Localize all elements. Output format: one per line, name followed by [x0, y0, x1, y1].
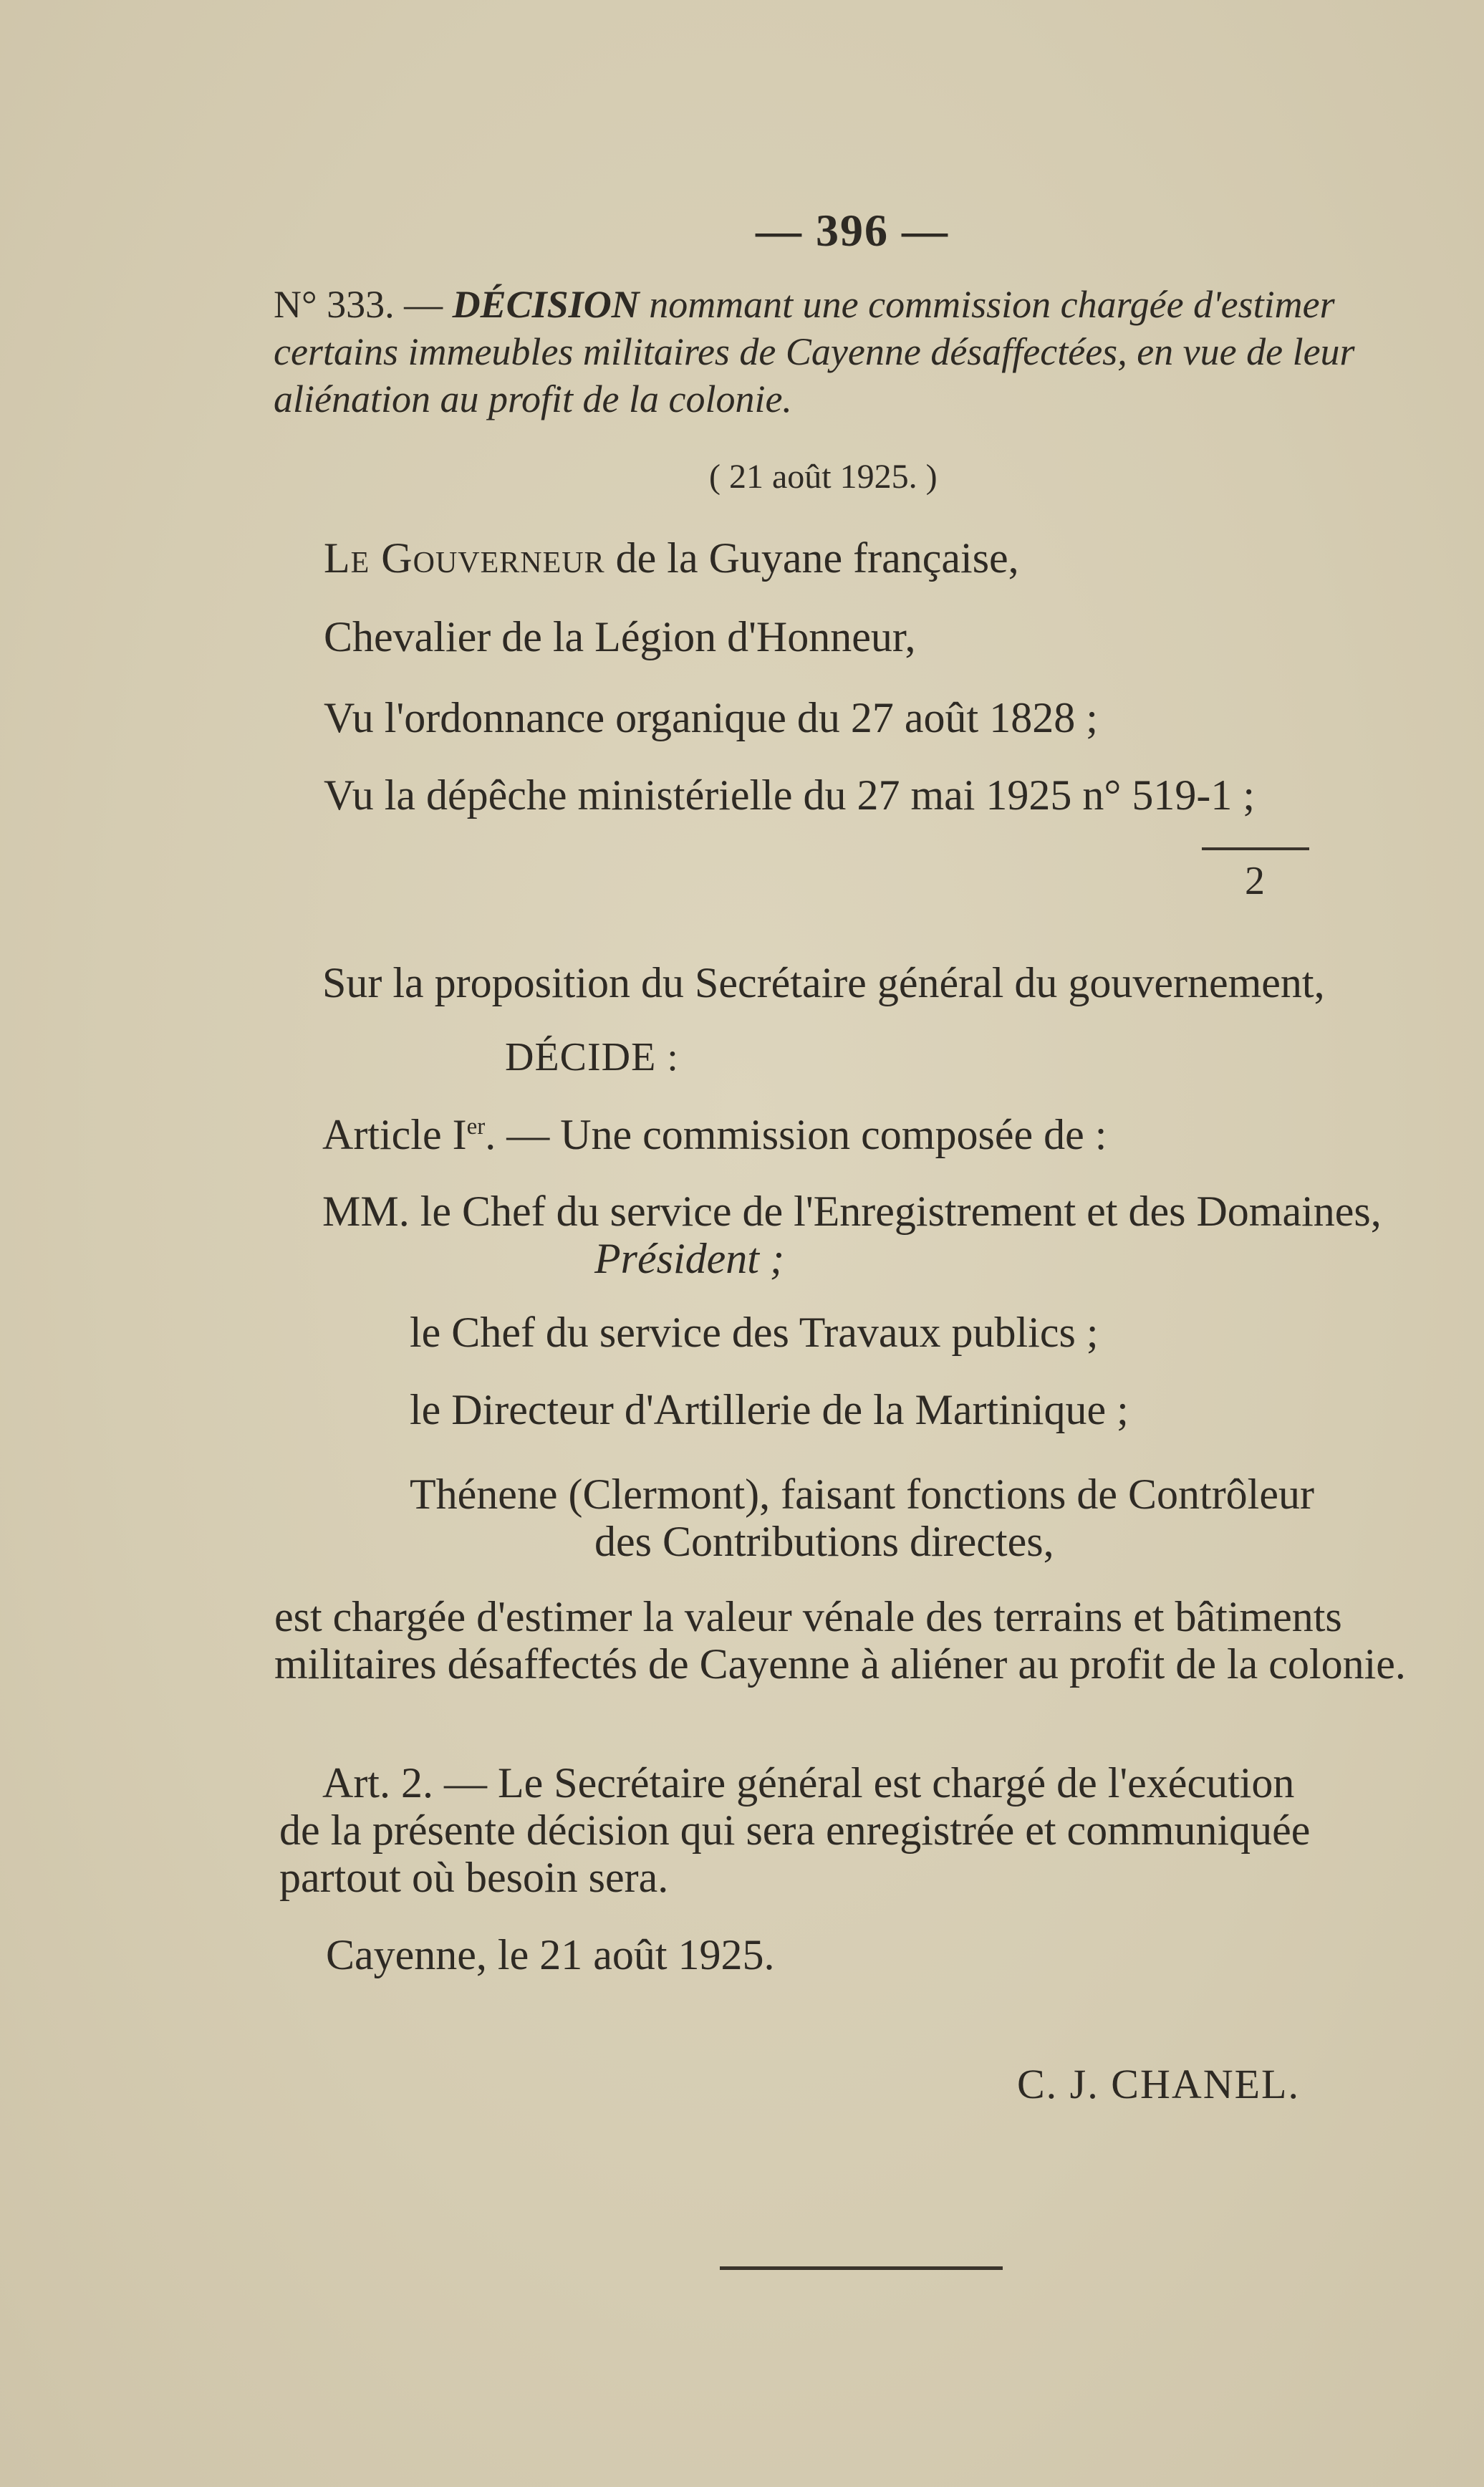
decide-label: DÉCIDE : [505, 1035, 679, 1079]
article-1-text: . — Une commission composée de : [485, 1111, 1107, 1158]
end-rule [720, 2266, 1003, 2270]
article-1-heading [322, 1110, 1107, 1160]
vu-depeche: Vu la dépêche ministérielle du 27 mai 1925 n° 519-1 ; [324, 771, 1256, 819]
article-1-label: Article I [322, 1111, 467, 1158]
governor-territory: de la Guyane française, [604, 534, 1019, 582]
article-1-sup: er [466, 1114, 486, 1140]
member-4: Thénene (Clermont), faisant fonctions de Contrôleur [410, 1471, 1314, 1518]
signature: C. J. CHANEL. [1017, 2061, 1300, 2107]
article-1-purpose: est chargée d'estimer la valeur vénale des terrains et bâtiments militaires désaffectés de Cayenne à aliéner au profit de la colonie. [274, 1593, 1406, 1688]
member-1-role: Président ; [594, 1235, 784, 1282]
article-2-rest: de la présente décision qui sera enregistrée et communiquée partout où besoin sera. [279, 1807, 1311, 1901]
decision-title: DÉCISION [452, 283, 640, 326]
governor-title: Le Gouverneur [324, 534, 605, 582]
decision-heading [274, 281, 1434, 423]
page-number: — 396 — [756, 205, 949, 256]
decision-date: ( 21 août 1925. ) [709, 458, 938, 496]
article-2-first-line: Art. 2. — Le Secrétaire général est chargé de l'exécution [322, 1759, 1295, 1807]
proposition-line: Sur la proposition du Secrétaire général du gouvernement, [322, 959, 1325, 1006]
vu-ordonnance: Vu l'ordonnance organique du 27 août 1828 ; [324, 694, 1098, 741]
member-2: le Chef du service des Travaux publics ; [410, 1309, 1099, 1356]
place-date: Cayenne, le 21 août 1925. [326, 1931, 775, 1978]
fraction-rule [1202, 847, 1309, 850]
fraction-denominator: 2 [1245, 859, 1265, 903]
decision-subject: nommant une commission chargée d'estimer certains immeubles militaires de Cayenne désaffectées, en vue de leur aliénation au profit de la colonie. [274, 283, 1355, 420]
member-1: MM. le Chef du service de l'Enregistrement et des Domaines, [322, 1188, 1382, 1235]
chevalier-line: Chevalier de la Légion d'Honneur, [324, 613, 916, 660]
member-3: le Directeur d'Artillerie de la Martinique ; [410, 1386, 1129, 1433]
governor-line [324, 534, 1019, 583]
member-4-cont: des Contributions directes, [594, 1518, 1054, 1565]
decision-number: N° 333. — [274, 283, 443, 326]
